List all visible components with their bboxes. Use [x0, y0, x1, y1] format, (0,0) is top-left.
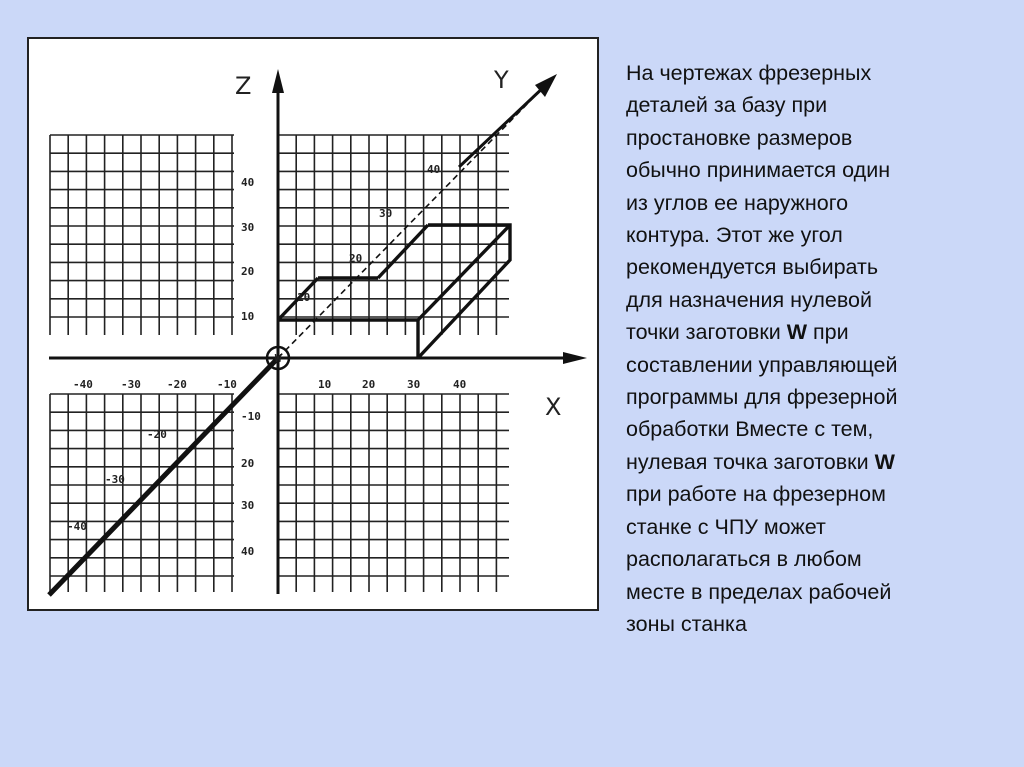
- text-line: для назначения нулевой: [626, 287, 872, 312]
- text-line: [626, 446, 1006, 478]
- x-tick-label: -30: [121, 378, 141, 391]
- y-tick-label: -40: [67, 520, 87, 533]
- bold-w: W: [874, 449, 895, 474]
- y-tick-label: -30: [105, 473, 125, 486]
- y-tick-label: 30: [379, 207, 393, 220]
- description-text: [626, 57, 1006, 640]
- text-line: располагаться в любом: [626, 547, 862, 572]
- coordinate-diagram: [27, 37, 599, 611]
- block-edge: [378, 225, 428, 278]
- y-tick-label: 10: [297, 291, 311, 304]
- z-tick-label: 20: [241, 457, 255, 470]
- z-axis-label: Z: [235, 72, 252, 100]
- x-tick-label: 30: [407, 378, 421, 391]
- text-fragment: при: [807, 320, 849, 345]
- text-line: простановке размеров: [626, 125, 853, 150]
- text-line: обработки Вместе с тем,: [626, 417, 874, 442]
- y-tick-label: 40: [427, 163, 441, 176]
- x-tick-label: 20: [362, 378, 376, 391]
- text-line: [626, 316, 1006, 348]
- z-tick-label: 40: [241, 545, 255, 558]
- text-line: обычно принимается один: [626, 158, 891, 183]
- z-tick-label: 40: [241, 176, 255, 189]
- text-line: На чертежах фрезерных: [626, 61, 872, 85]
- y-tick-label: 20: [349, 252, 363, 265]
- text-fragment: точки заготовки: [626, 320, 787, 345]
- z-tick-label: 30: [241, 499, 255, 512]
- x-tick-label: -10: [217, 378, 237, 391]
- y-tick-label: -20: [147, 428, 167, 441]
- x-axis-arrow: [563, 352, 587, 364]
- z-tick-label: 10: [241, 310, 255, 323]
- text-line: деталей за базу при: [626, 93, 828, 118]
- text-line: месте в пределах рабочей: [626, 579, 892, 604]
- text-line: из углов ее наружного: [626, 190, 849, 215]
- text-line: при работе на фрезерном: [626, 482, 886, 507]
- x-tick-label: -20: [167, 378, 187, 391]
- y-axis-forward: [459, 84, 547, 167]
- x-tick-label: 40: [453, 378, 467, 391]
- text-line: рекомендуется выбирать: [626, 255, 879, 280]
- x-axis-label: X: [545, 393, 562, 421]
- text-line: составлении управляющей: [626, 352, 898, 377]
- z-tick-label: 20: [241, 265, 255, 278]
- text-line: программы для фрезерной: [626, 385, 898, 410]
- block-front: [278, 320, 418, 358]
- bold-w: W: [786, 320, 808, 345]
- coordinate-svg: [29, 39, 597, 609]
- text-line: станке с ЧПУ может: [626, 514, 826, 539]
- x-tick-label: -40: [73, 378, 93, 391]
- y-axis-label: Y: [494, 66, 509, 94]
- x-tick-label: 10: [318, 378, 332, 391]
- origin-label: W: [274, 352, 282, 365]
- z-tick-label: -10: [241, 410, 261, 423]
- z-axis-arrow: [272, 69, 284, 93]
- text-line: зоны станка: [626, 611, 747, 636]
- z-tick-label: 30: [241, 221, 255, 234]
- text-fragment: нулевая точка заготовки: [626, 449, 875, 474]
- text-line: контура. Этот же угол: [626, 223, 843, 248]
